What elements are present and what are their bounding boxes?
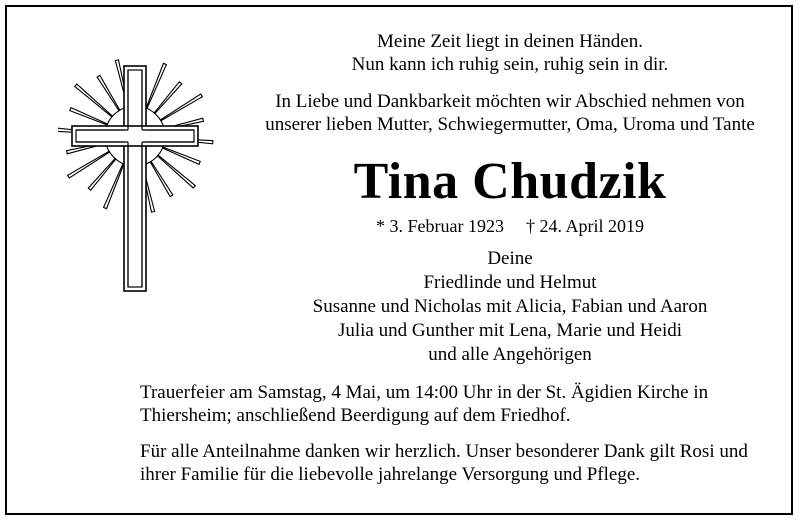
- thanks-line-1: Für alle Anteilnahme danken wir herzlich. Unser besonderer Dank gilt Rosi und: [140, 441, 748, 462]
- verse-line-1: Meine Zeit liegt in deinen Händen.: [377, 31, 643, 52]
- family-line-5: und alle Angehörigen: [428, 344, 592, 365]
- thanks-line-2: ihrer Familie für die liebevolle jahrelange Versorgung und Pflege.: [140, 464, 641, 485]
- intro-line-2: unserer lieben Mutter, Schwiegermutter, Oma, Uroma und Tante: [265, 114, 755, 135]
- life-dates: [230, 215, 790, 237]
- death-date: † 24. April 2019: [525, 216, 644, 236]
- ceremony-line-1: Trauerfeier am Samstag, 4 Mai, um 14:00 Uhr in der St. Ägidien Kirche in: [140, 382, 709, 403]
- family-line-3: Susanne und Nicholas mit Alicia, Fabian und Aaron: [312, 296, 708, 317]
- thanks-text: [140, 440, 790, 486]
- radiant-cross-icon: [58, 58, 226, 298]
- deceased-name: Tina Chudzik: [353, 153, 667, 210]
- family-line-1: Deine: [487, 248, 533, 269]
- intro-line-1: In Liebe und Dankbarkeit möchten wir Abschied nehmen von: [275, 91, 745, 112]
- ceremony-line-2: Thiersheim; anschließend Beerdigung auf dem Friedhof.: [140, 405, 571, 426]
- family-list: [230, 247, 790, 367]
- family-line-4: Julia und Gunther mit Lena, Marie und Heidi: [337, 320, 683, 341]
- verse-line-2: Nun kann ich ruhig sein, ruhig sein in dir.: [351, 54, 669, 75]
- ceremony-info: [140, 381, 790, 427]
- intro-text: [230, 90, 790, 136]
- family-line-2: Friedlinde und Helmut: [423, 272, 597, 293]
- birth-date: * 3. Februar 1923: [376, 216, 504, 236]
- verse: [230, 30, 790, 76]
